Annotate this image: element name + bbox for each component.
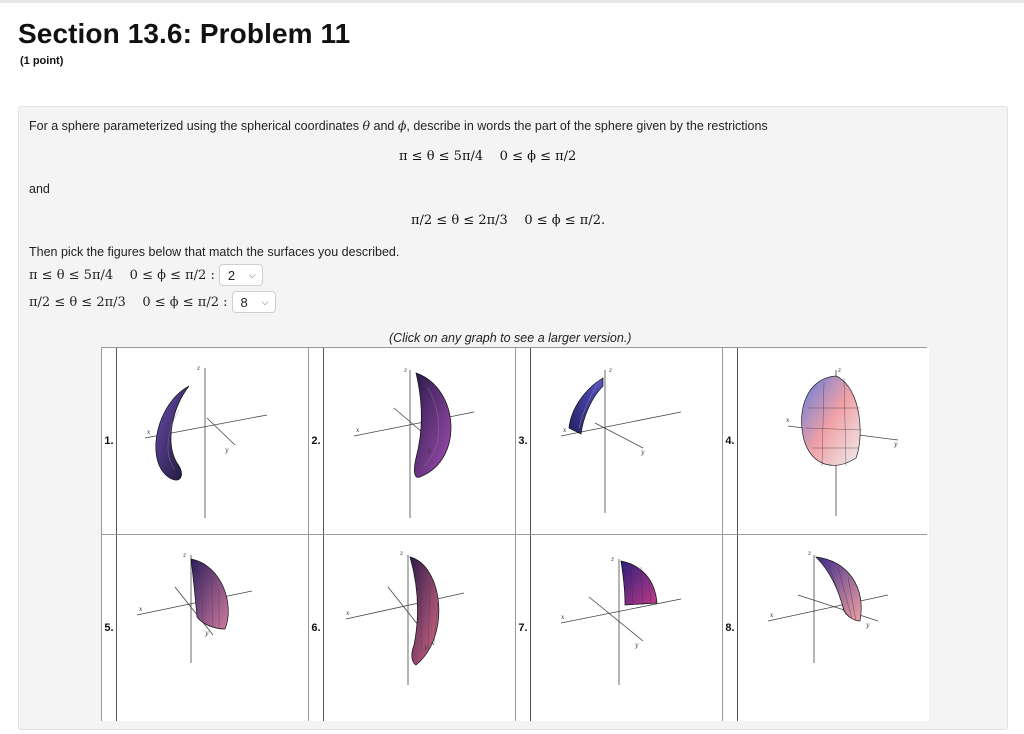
y-axis-label: y <box>641 449 645 456</box>
figure-number: 6. <box>309 535 324 721</box>
x-axis-label: x <box>147 429 151 436</box>
figure-7-cell[interactable] <box>516 535 722 721</box>
figure-5-cell[interactable] <box>102 535 308 721</box>
figure-4-graph[interactable] <box>738 348 929 534</box>
z-axis-label: z <box>611 556 615 563</box>
figure-8-cell[interactable] <box>723 535 929 721</box>
x-axis-label: x <box>356 427 360 434</box>
figure-number: 2. <box>309 348 324 534</box>
x-axis-label: x <box>770 612 774 619</box>
and-label: and <box>29 182 50 196</box>
y-axis-label: y <box>894 441 898 448</box>
z-axis-label: z <box>404 367 408 374</box>
answer-row-2 <box>29 291 276 313</box>
figure-1-cell[interactable] <box>102 348 308 534</box>
answer-2-label: π/2 ≤ θ ≤ 2π/3 0 ≤ ϕ ≤ π/2 : <box>29 294 228 310</box>
figure-1-graph[interactable] <box>117 348 308 534</box>
prompt-text-post: , describe in words the part of the sphere given by the restrictions <box>406 119 768 133</box>
phi-symbol: ϕ <box>397 118 407 133</box>
problem-prompt <box>29 118 768 133</box>
figure-6-cell[interactable] <box>309 535 515 721</box>
click-note: (Click on any graph to see a larger version.) <box>389 331 632 345</box>
figure-7-graph[interactable] <box>531 535 722 721</box>
y-axis-label: y <box>428 447 432 454</box>
figure-3-graph[interactable] <box>531 348 722 534</box>
figure-number: 5. <box>102 535 117 721</box>
z-axis-label: z <box>838 367 842 374</box>
points-label: (1 point) <box>20 55 64 67</box>
instruction-text: Then pick the figures below that match the surfaces you described. <box>29 245 400 259</box>
x-axis-label: x <box>563 427 567 434</box>
x-axis-label: x <box>786 417 790 424</box>
z-axis-label: z <box>183 552 187 559</box>
figure-8-graph[interactable] <box>738 535 929 721</box>
y-axis-label: y <box>635 642 639 649</box>
figure-number: 7. <box>516 535 531 721</box>
chevron-down-icon: ⌵ <box>261 296 269 307</box>
z-axis-label: z <box>400 550 404 557</box>
figure-number: 4. <box>723 348 738 534</box>
figure-number: 1. <box>102 348 117 534</box>
z-axis-label: z <box>197 365 201 372</box>
answer-2-value: 8 <box>240 294 248 310</box>
problem-panel <box>18 106 1008 730</box>
z-axis-label: z <box>808 550 812 557</box>
z-axis-label: z <box>609 367 613 374</box>
figure-3-cell[interactable] <box>516 348 722 534</box>
chevron-down-icon: ⌵ <box>249 269 256 280</box>
figure-4-cell[interactable] <box>723 348 929 534</box>
top-divider <box>0 0 1024 3</box>
figure-grid <box>101 347 927 721</box>
x-axis-label: x <box>346 610 350 617</box>
restriction-2: π/2 ≤ θ ≤ 2π/3 0 ≤ ϕ ≤ π/2. <box>411 213 606 228</box>
answer-1-select[interactable] <box>219 264 263 286</box>
figure-2-cell[interactable] <box>309 348 515 534</box>
y-axis-label: y <box>225 447 229 454</box>
x-axis-label: x <box>139 606 143 613</box>
answer-2-select[interactable] <box>232 291 276 313</box>
page-title: Section 13.6: Problem 11 <box>18 18 351 49</box>
answer-row-1 <box>29 264 263 286</box>
figure-2-graph[interactable] <box>324 348 515 534</box>
figure-5-graph[interactable] <box>117 535 308 721</box>
answer-1-value: 2 <box>227 267 236 283</box>
x-axis-label: x <box>561 614 565 621</box>
prompt-text-pre: For a sphere parameterized using the spherical coordinates <box>29 119 363 133</box>
theta-symbol: θ <box>362 118 371 133</box>
figure-number: 3. <box>516 348 531 534</box>
answer-1-label: π ≤ θ ≤ 5π/4 0 ≤ ϕ ≤ π/2 : <box>29 267 215 283</box>
y-axis-label: y <box>866 622 870 629</box>
y-axis-label: y <box>205 630 209 637</box>
y-axis-label: y <box>424 644 428 651</box>
figure-number: 8. <box>723 535 738 721</box>
restriction-1: π ≤ θ ≤ 5π/4 0 ≤ ϕ ≤ π/2 <box>399 149 577 164</box>
figure-6-graph[interactable] <box>324 535 515 721</box>
prompt-and: and <box>370 119 398 133</box>
